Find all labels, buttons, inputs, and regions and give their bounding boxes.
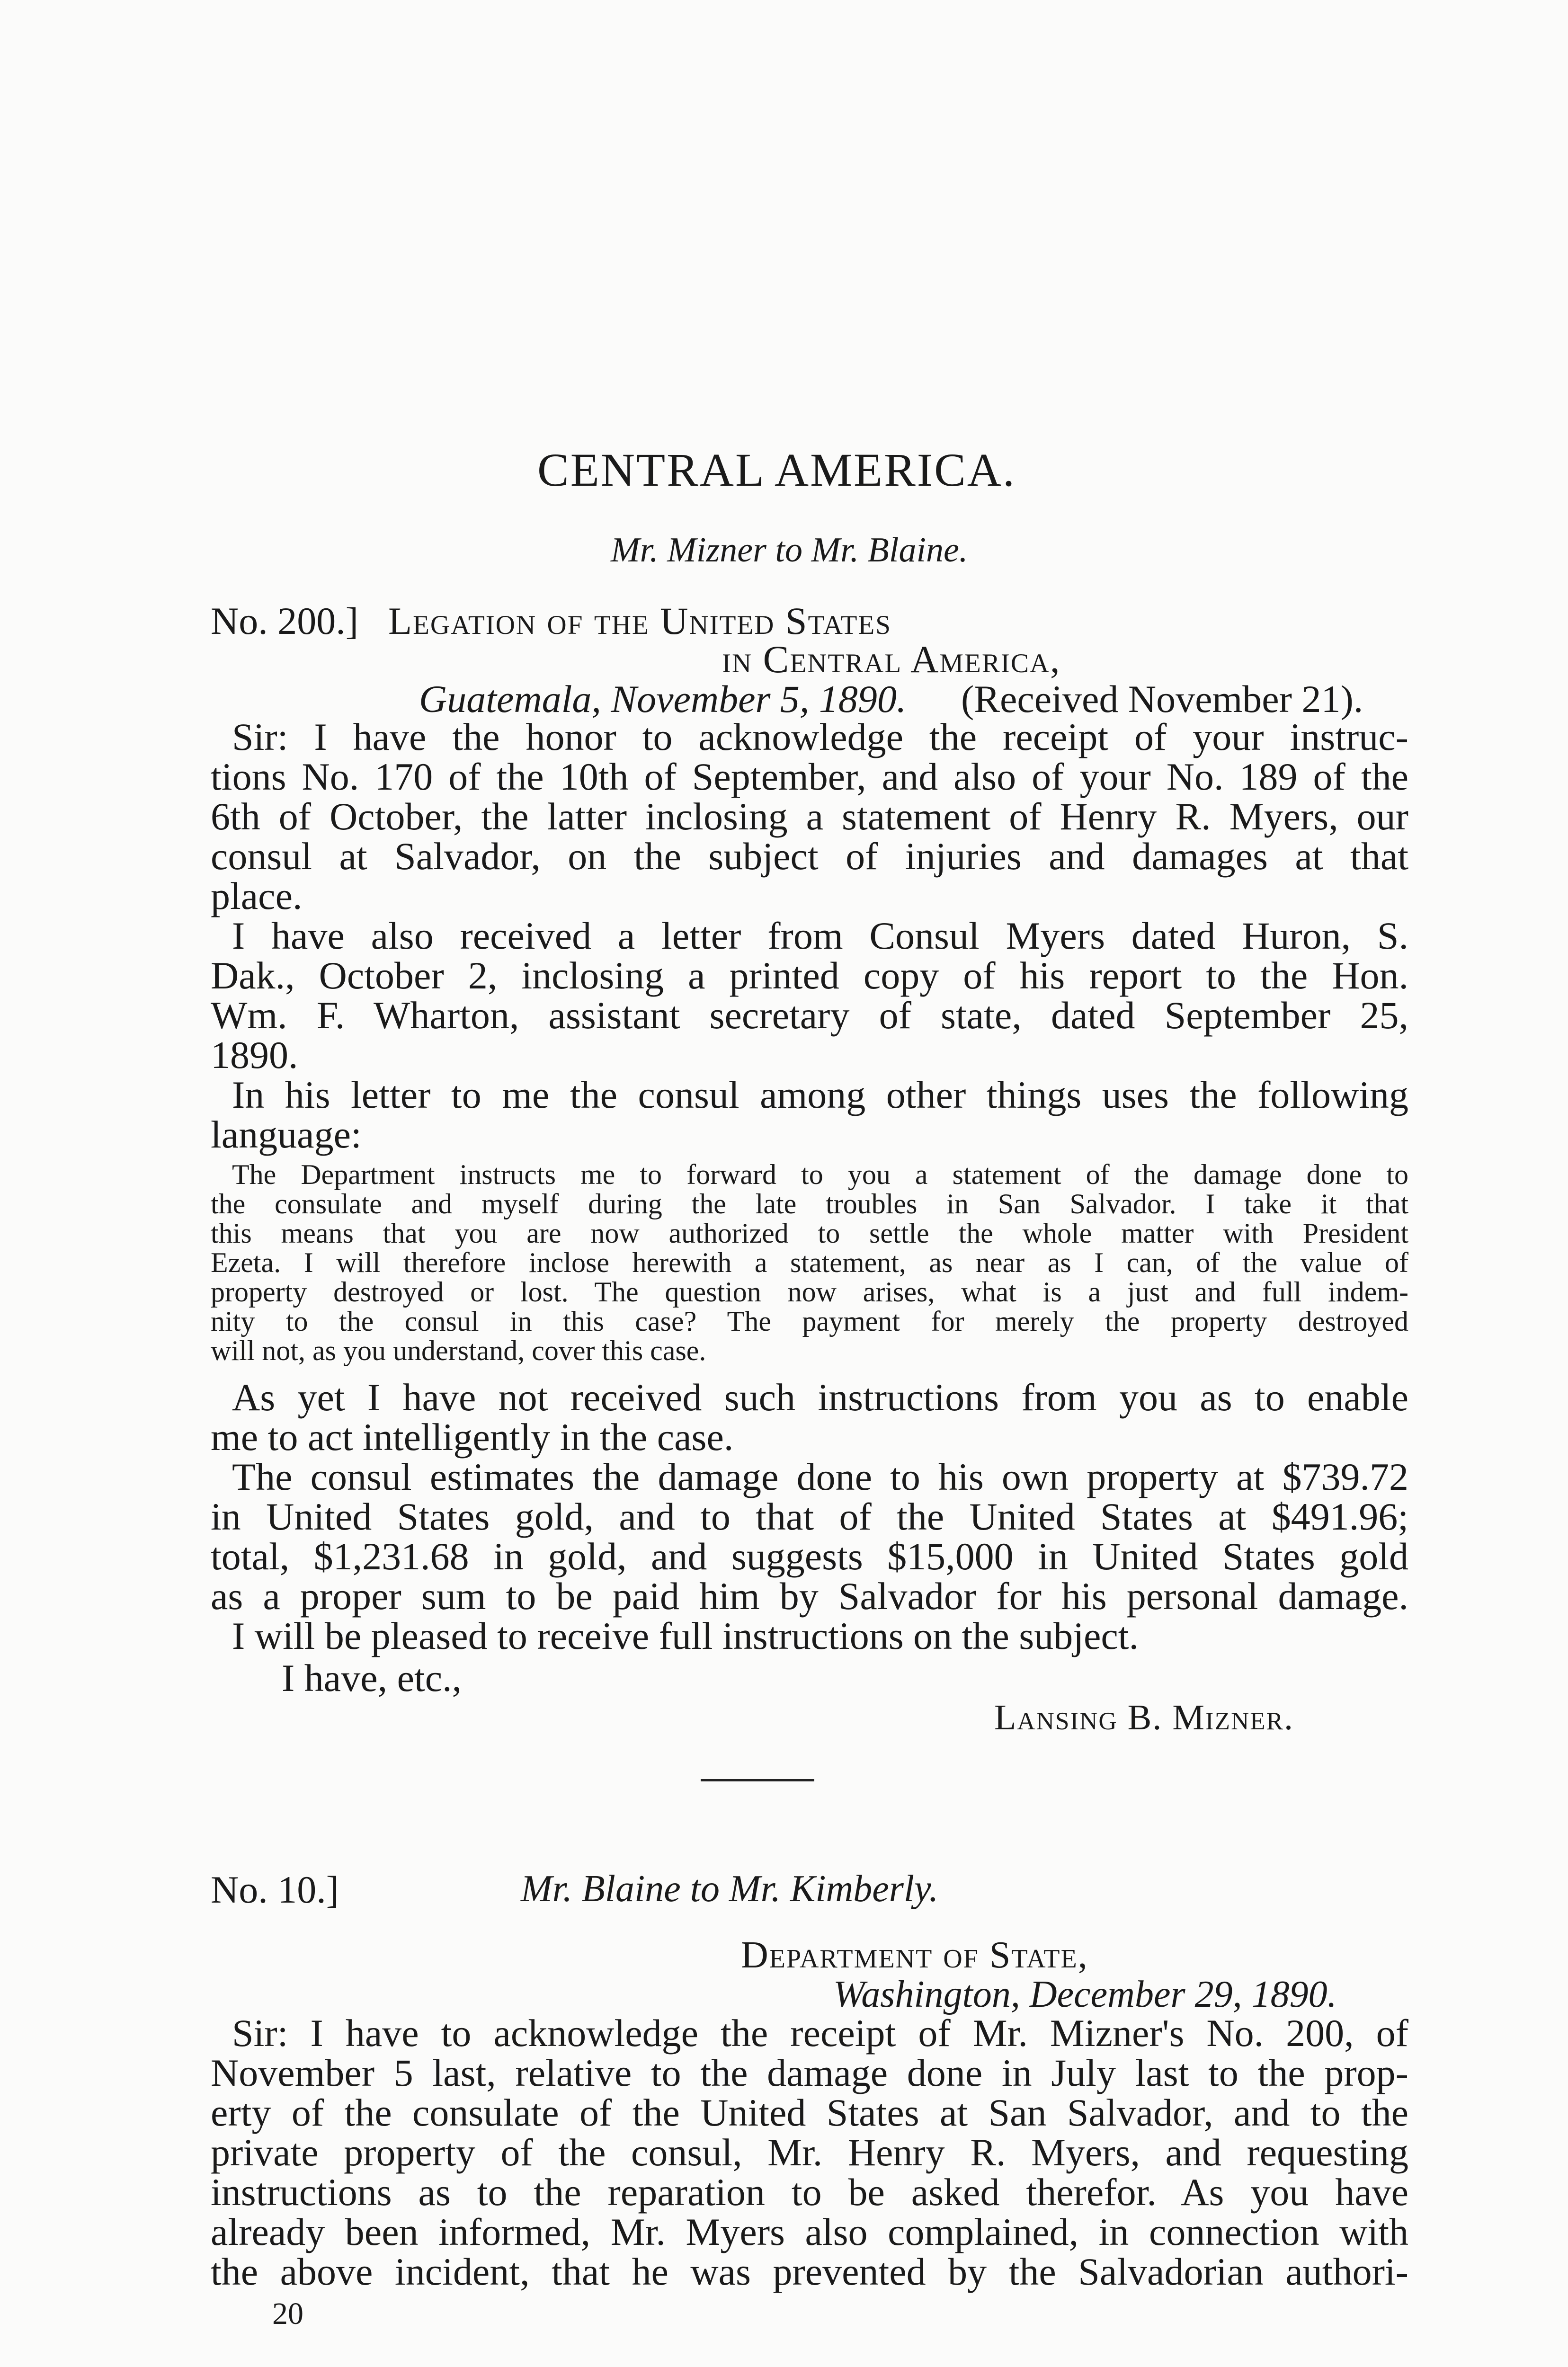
- letter1-quote-line: this means that you are now authorized to settle the whole matter with President: [211, 1218, 1408, 1249]
- letter1-quote-line: The Department instructs me to forward to you a statement of the damage done to: [232, 1159, 1408, 1190]
- letter1-subheading: Mr. Mizner to Mr. Blaine.: [611, 531, 968, 570]
- letter1-p2-line: Wm. F. Wharton, assistant secretary of state, dated September 25,: [211, 994, 1408, 1037]
- letter1-address-line2: in Central America,: [722, 638, 1061, 681]
- letter1-p5-line: total, $1,231.68 in gold, and suggests $15,000 in United States gold: [211, 1535, 1408, 1578]
- letter1-p4-line: me to act intelligently in the case.: [211, 1415, 734, 1459]
- letter2-p1-line: the above incident, that he was prevented by the Salvadorian authori-: [211, 2250, 1408, 2293]
- page-number: 20: [272, 2296, 303, 2331]
- letter2-address-line1: Department of State,: [741, 1934, 1088, 1976]
- letter1-p5-line: in United States gold, and to that of the United States at $491.96;: [211, 1495, 1408, 1538]
- letter1-p6-line: I will be pleased to receive full instructions on the subject.: [232, 1614, 1139, 1657]
- letter1-quote-line: will not, as you understand, cover this case.: [211, 1335, 706, 1366]
- letter1-closing: I have, etc.,: [282, 1656, 462, 1700]
- letter1-signature: Lansing B. Mizner.: [994, 1698, 1294, 1737]
- letter1-p2-line: I have also received a letter from Consul Myers dated Huron, S.: [232, 914, 1408, 957]
- letter1-p1-line: tions No. 170 of the 10th of September, and also of your No. 189 of the: [211, 755, 1408, 798]
- letter2-subheading: Mr. Blaine to Mr. Kimberly.: [521, 1868, 939, 1910]
- letter1-quote-line: nity to the consul in this case? The payment for merely the property destroyed: [211, 1306, 1408, 1337]
- letter2-number: No. 10.]: [211, 1868, 339, 1911]
- letter1-quote-line: the consulate and myself during the late troubles in San Salvador. I take it that: [211, 1188, 1408, 1219]
- letter1-p5-line: The consul estimates the damage done to his own property at $739.72: [232, 1455, 1408, 1498]
- section-divider: [701, 1779, 814, 1781]
- letter1-p1-line: 6th of October, the latter inclosing a statement of Henry R. Myers, our: [211, 795, 1408, 838]
- letter1-p2-line: Dak., October 2, inclosing a printed copy of his report to the Hon.: [211, 954, 1408, 997]
- letter1-received: (Received November 21).: [961, 677, 1363, 721]
- letter2-p1-line: Sir: I have to acknowledge the receipt of Mr. Mizner's No. 200, of: [232, 2011, 1408, 2055]
- letter1-quote-line: property destroyed or lost. The question now arises, what is a just and full indem-: [211, 1276, 1408, 1308]
- letter1-p3-line: In his letter to me the consul among other things uses the following: [232, 1073, 1408, 1116]
- letter1-place-date: Guatemala, November 5, 1890.: [419, 677, 907, 721]
- letter1-p3-line: language:: [211, 1113, 362, 1156]
- letter1-quote-line: Ezeta. I will therefore inclose herewith a statement, as near as I can, of the value of: [211, 1247, 1408, 1278]
- letter1-p5-line: as a proper sum to be paid him by Salvador for his personal damage.: [211, 1575, 1408, 1618]
- letter1-address-line1: Legation of the United States: [388, 599, 891, 642]
- letter1-p1-line: consul at Salvador, on the subject of injuries and damages at that: [211, 835, 1408, 878]
- letter2-p1-line: November 5 last, relative to the damage done in July last to the prop-: [211, 2051, 1408, 2094]
- letter2-p1-line: instructions as to the reparation to be asked therefor. As you have: [211, 2171, 1408, 2214]
- letter1-p4-line: As yet I have not received such instructions from you as to enable: [232, 1376, 1408, 1419]
- letter1-p1-line: Sir: I have the honor to acknowledge the receipt of your instruc-: [232, 715, 1408, 758]
- letter2-p1-line: private property of the consul, Mr. Henry R. Myers, and requesting: [211, 2131, 1408, 2174]
- letter2-p1-line: erty of the consulate of the United States at San Salvador, and to the: [211, 2091, 1408, 2134]
- letter1-p1-line: place.: [211, 874, 303, 917]
- letter1-p2-line: 1890.: [211, 1033, 298, 1077]
- letter2-p1-line: already been informed, Mr. Myers also complained, in connection with: [211, 2210, 1408, 2253]
- letter2-place-date: Washington, December 29, 1890.: [833, 1974, 1337, 2015]
- letter1-number: No. 200.]: [211, 599, 359, 642]
- page-heading: CENTRAL AMERICA.: [537, 444, 1016, 496]
